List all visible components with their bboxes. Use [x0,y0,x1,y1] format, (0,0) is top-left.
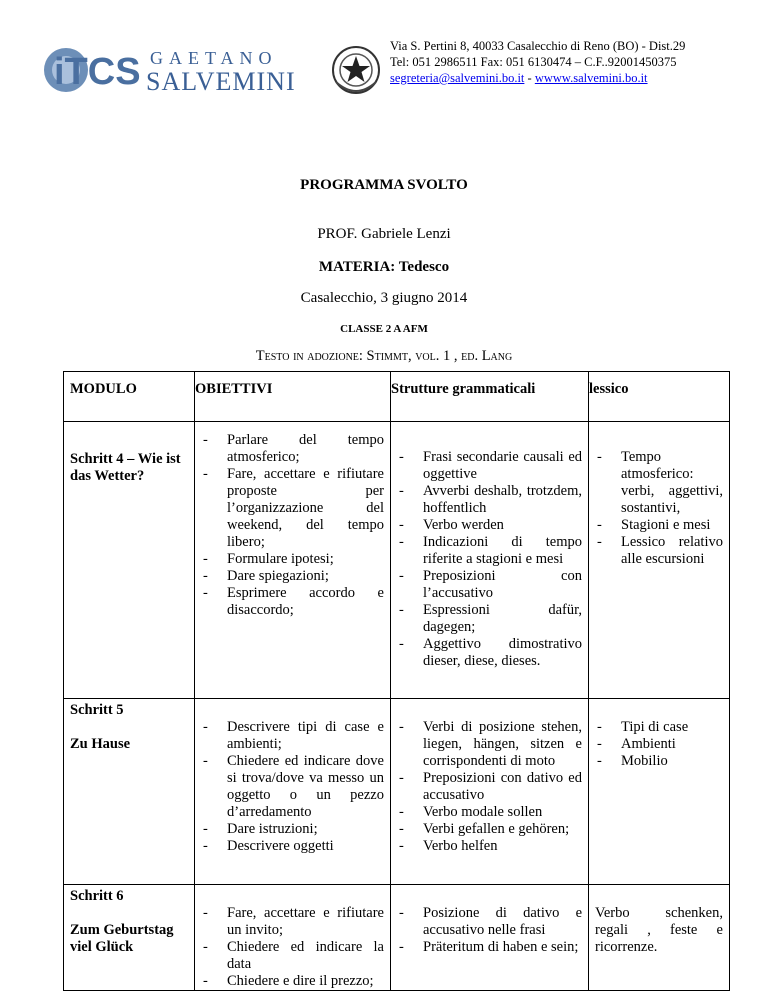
list-item: - Indicazioni di tempo riferite a stagioni e mesi [391,534,588,568]
vocabulary-cell [589,422,730,699]
list-item: - Fare, accettare e rifiutare proposte per l’organizzazione del weekend, del tempo libero; [195,466,390,551]
module-number: Schritt 5 [70,702,124,718]
module-cell [64,885,195,991]
header-strutture: Strutture grammaticali [391,372,589,422]
list-item: - Verbo werden [391,517,588,534]
subject: MATERIA: Tedesco [318,259,450,275]
list-item: - Chiedere e dire il prezzo; [195,973,390,990]
list-item: - Verbo modale sollen [391,804,588,821]
place-date: Casalecchio, 3 giugno 2014 [300,290,468,306]
vocabulary-list [589,719,729,770]
list-item: - Formulare ipotesi; [195,551,390,568]
class-label: CLASSE 2 A AFM [340,323,428,335]
module-title: Schritt 4 – Wie ist das Wetter? [70,451,181,484]
list-item: - Dare spiegazioni; [195,568,390,585]
objectives-list [195,432,390,619]
module-title: Zu Hause [70,736,131,752]
grammar-list [391,449,588,670]
list-item: - Parlare del tempo atmosferico; [195,432,390,466]
grammar-cell [391,699,589,885]
list-item: - Descrivere oggetti [195,838,390,855]
list-item: - Mobilio [589,753,729,770]
objectives-cell [195,885,391,991]
vocabulary-cell [589,699,730,885]
objectives-list [195,905,390,990]
school-logo [38,40,358,100]
table-row [64,699,730,885]
list-item: - Espressioni dafür, dagegen; [391,602,588,636]
list-item: - Präteritum di haben e sein; [391,939,588,956]
list-item: - Tempo atmosferico: verbi, aggettivi, sostantivi, [589,449,729,517]
list-item: - Verbi gefallen e gehören; [391,821,588,838]
list-item: - Stagioni e mesi [589,517,729,534]
vocabulary-list [589,449,729,568]
table-header-row [64,372,730,422]
grammar-cell [391,885,589,991]
letterhead [0,0,768,110]
list-item: - Verbo helfen [391,838,588,855]
list-item: - Ambienti [589,736,729,753]
grammar-cell [391,422,589,699]
list-item: - Posizione di dativo e accusativo nelle frasi [391,905,588,939]
list-item: - Lessico relativo alle escursioni [589,534,729,568]
table-row [64,885,730,991]
list-item: - Preposizioni con dativo ed accusativo [391,770,588,804]
list-item: - Fare, accettare e rifiutare un invito; [195,905,390,939]
list-item: - Dare istruzioni; [195,821,390,838]
module-cell [64,422,195,699]
grammar-list [391,719,588,855]
school-address: Via S. Pertini 8, 40033 Casalecchio di Reno (BO) - Dist.29 [390,39,686,53]
program-table [63,371,730,991]
header-lessico: lessico [589,372,730,422]
vocabulary-cell [589,885,730,991]
logo-name-top: GAETANO [150,48,278,68]
table-row [64,422,730,699]
school-email-web [390,70,685,86]
document-title: PROGRAMMA SVOLTO [300,177,468,193]
textbook: Testo in adozione: Stimmt, vol. 1 , ed. Lang [255,348,513,364]
list-item: - Aggettivo dimostrativo dieser, diese, dieses. [391,636,588,670]
list-item: - Frasi secondarie causali ed oggettive [391,449,588,483]
objectives-list [195,719,390,855]
objectives-cell [195,422,391,699]
objectives-cell [195,699,391,885]
list-item: - Preposizioni con l’accusativo [391,568,588,602]
school-phone: Tel: 051 2986511 Fax: 051 6130474 – C.F..92001450375 [390,55,677,69]
list-item: - Tipi di case [589,719,729,736]
list-item: - Esprimere accordo e disaccordo; [195,585,390,619]
list-item: - Avverbi deshalb, trotzdem, hoffentlich [391,483,588,517]
module-cell [64,699,195,885]
list-item: - Descrivere tipi di case e ambienti; [195,719,390,753]
list-item: - Chiedere ed indicare la data [195,939,390,973]
email-link[interactable]: segreteria@salvemini.bo.it [390,71,525,85]
vocabulary-text: Verbo schenken, regali , feste e ricorrenze. [595,905,723,955]
list-item: - Verbi di posizione stehen, liegen, hängen, sitzen e corrispondenti di moto [391,719,588,770]
header-obiettivi: OBIETTIVI [195,372,391,422]
separator: - [524,71,535,85]
module-title: Zum Geburtstag viel Glück [70,922,174,955]
logo-itcs: iTCS [54,51,141,93]
professor: PROF. Gabriele Lenzi [317,226,451,242]
grammar-list [391,905,588,956]
list-item: - Chiedere ed indicare dove si trova/dove va messo un oggetto o un pezzo d’arredamento [195,753,390,821]
website-link[interactable]: wwww.salvemini.bo.it [534,71,648,85]
header-modulo: MODULO [64,372,195,422]
module-number: Schritt 6 [70,888,124,904]
school-contacts [390,38,685,86]
republic-emblem-icon [330,42,382,98]
logo-name-bottom: SALVEMINI [146,67,296,96]
